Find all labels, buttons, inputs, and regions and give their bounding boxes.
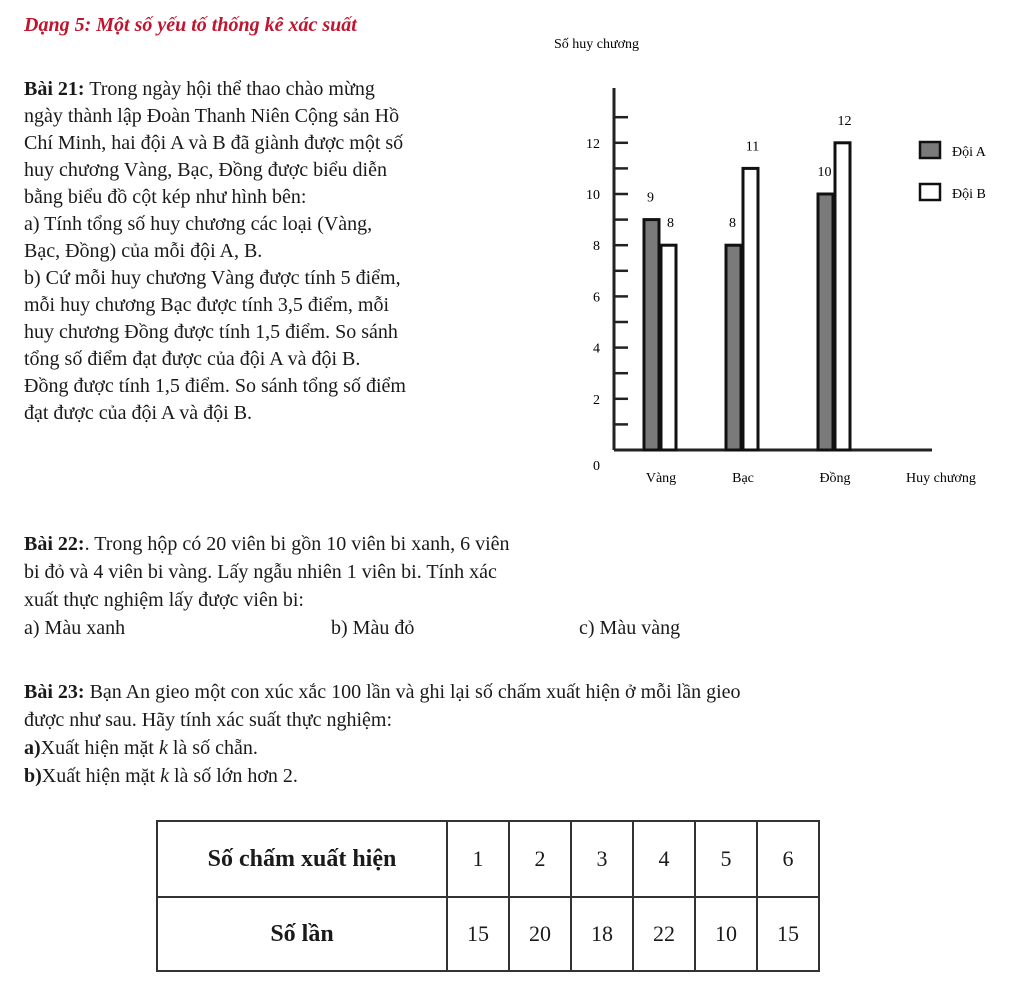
exercise-22-option-c: c) Màu vàng xyxy=(579,617,681,639)
bar-team-b xyxy=(835,143,850,450)
x-tick-label: Vàng xyxy=(645,471,677,486)
medal-bar-chart xyxy=(552,26,1002,506)
exercise-23-label: Bài 23: xyxy=(24,681,85,703)
exercise-23 xyxy=(24,678,984,790)
legend-label: Đội B xyxy=(952,187,986,202)
exercise-23-line: được như sau. Hãy tính xác suất thực nghiệm: xyxy=(24,709,393,731)
dice-frequency-table xyxy=(156,820,820,972)
section-title: Dạng 5: Một số yếu tố thống kê xác suất xyxy=(24,14,357,36)
exercise-21-line: Trong ngày hội thể thao chào mừng xyxy=(84,78,375,100)
exercise-21-line: tổng số điểm đạt được của đội A và đội B. xyxy=(24,348,361,370)
exercise-21-label: Bài 21: xyxy=(24,78,85,100)
y-tick-label: 10 xyxy=(586,188,600,203)
exercise-22-option-a: a) Màu xanh xyxy=(24,617,126,639)
y-tick-label: 4 xyxy=(593,341,600,357)
table-cell: 10 xyxy=(695,897,757,971)
x-tick-label: Bạc xyxy=(732,471,754,486)
y-tick-label: 0 xyxy=(593,459,600,474)
table-cell: 6 xyxy=(757,821,819,897)
table-row xyxy=(157,897,819,971)
exercise-21-line: mỗi huy chương Bạc được tính 3,5 điểm, mỗi xyxy=(24,294,390,316)
exercise-23-question-a: a)Xuất hiện mặt k là số chẵn. xyxy=(24,737,258,759)
table-cell: 1 xyxy=(447,821,509,897)
exercise-22-label: Bài 22: xyxy=(24,533,85,555)
table-cell: 22 xyxy=(633,897,695,971)
table-row xyxy=(157,821,819,897)
table-cell: 18 xyxy=(571,897,633,971)
exercise-21 xyxy=(24,76,534,427)
table-cell: 15 xyxy=(447,897,509,971)
table-cell: 4 xyxy=(633,821,695,897)
table-cell: 3 xyxy=(571,821,633,897)
exercise-21-line: huy chương Vàng, Bạc, Đồng được biểu diễn xyxy=(24,159,387,181)
bar-value-label: 11 xyxy=(745,139,760,155)
bar-value-label: 12 xyxy=(837,113,852,129)
x-tick-label: Đồng xyxy=(819,471,851,486)
exercise-21-line: bằng biểu đồ cột kép như hình bên: xyxy=(24,186,307,208)
y-tick-label: 6 xyxy=(593,290,600,306)
exercise-21-line: đạt được của đội A và đội B. xyxy=(24,402,253,424)
bar-team-a xyxy=(818,194,833,450)
y-tick-label: 2 xyxy=(593,392,600,408)
bar-team-b xyxy=(743,168,758,450)
exercise-22-option-b: b) Màu đỏ xyxy=(331,617,415,639)
bar-value-label: 9 xyxy=(647,190,654,206)
exercise-23-line: Bạn An gieo một con xúc xắc 100 lần và ghi lại số chấm xuất hiện ở mỗi lần gieo xyxy=(84,681,741,703)
table-cell: 20 xyxy=(509,897,571,971)
exercise-21-line: huy chương Đồng được tính 1,5 điểm. So sánh xyxy=(24,321,398,343)
exercise-21-question-a: a) Tính tổng số huy chương các loại (Vàng, xyxy=(24,213,373,235)
exercise-21-question-b: b) Cứ mỗi huy chương Vàng được tính 5 điểm, xyxy=(24,267,401,289)
table-header-faces: Số chấm xuất hiện xyxy=(157,821,447,897)
table-cell: 2 xyxy=(509,821,571,897)
table-header-counts: Số lần xyxy=(157,897,447,971)
legend-swatch xyxy=(920,142,940,158)
x-axis-label: Huy chương xyxy=(906,471,976,486)
bar-value-label: 10 xyxy=(817,165,832,180)
exercise-22-line: xuất thực nghiệm lấy được viên bi: xyxy=(24,589,304,611)
exercise-21-line: Chí Minh, hai đội A và B đã giành được một số xyxy=(24,132,404,154)
y-axis-label: Số huy chương xyxy=(554,37,639,52)
table-cell: 5 xyxy=(695,821,757,897)
legend-label: Đội A xyxy=(952,145,986,160)
bar-team-a xyxy=(644,220,659,450)
exercise-23-question-b: b)Xuất hiện mặt k là số lớn hơn 2. xyxy=(24,765,298,787)
legend-swatch xyxy=(920,184,940,200)
bar-team-b xyxy=(661,245,676,450)
exercise-22 xyxy=(24,530,704,642)
exercise-21-line: Đồng được tính 1,5 điểm. So sánh tổng số điểm xyxy=(24,375,406,397)
bar-team-a xyxy=(726,245,741,450)
bar-value-label: 8 xyxy=(667,216,674,232)
exercise-22-line: bi đỏ và 4 viên bi vàng. Lấy ngẫu nhiên 1 viên bi. Tính xác xyxy=(24,561,497,583)
y-tick-label: 8 xyxy=(593,239,600,255)
exercise-22-line: . Trong hộp có 20 viên bi gồn 10 viên bi xanh, 6 viên xyxy=(84,533,510,555)
exercise-21-line: ngày thành lập Đoàn Thanh Niên Cộng sản Hồ xyxy=(24,105,400,127)
y-tick-label: 12 xyxy=(586,136,600,152)
bar-value-label: 8 xyxy=(729,216,736,232)
exercise-21-line: Bạc, Đồng) của mỗi đội A, B. xyxy=(24,240,263,262)
table-cell: 15 xyxy=(757,897,819,971)
